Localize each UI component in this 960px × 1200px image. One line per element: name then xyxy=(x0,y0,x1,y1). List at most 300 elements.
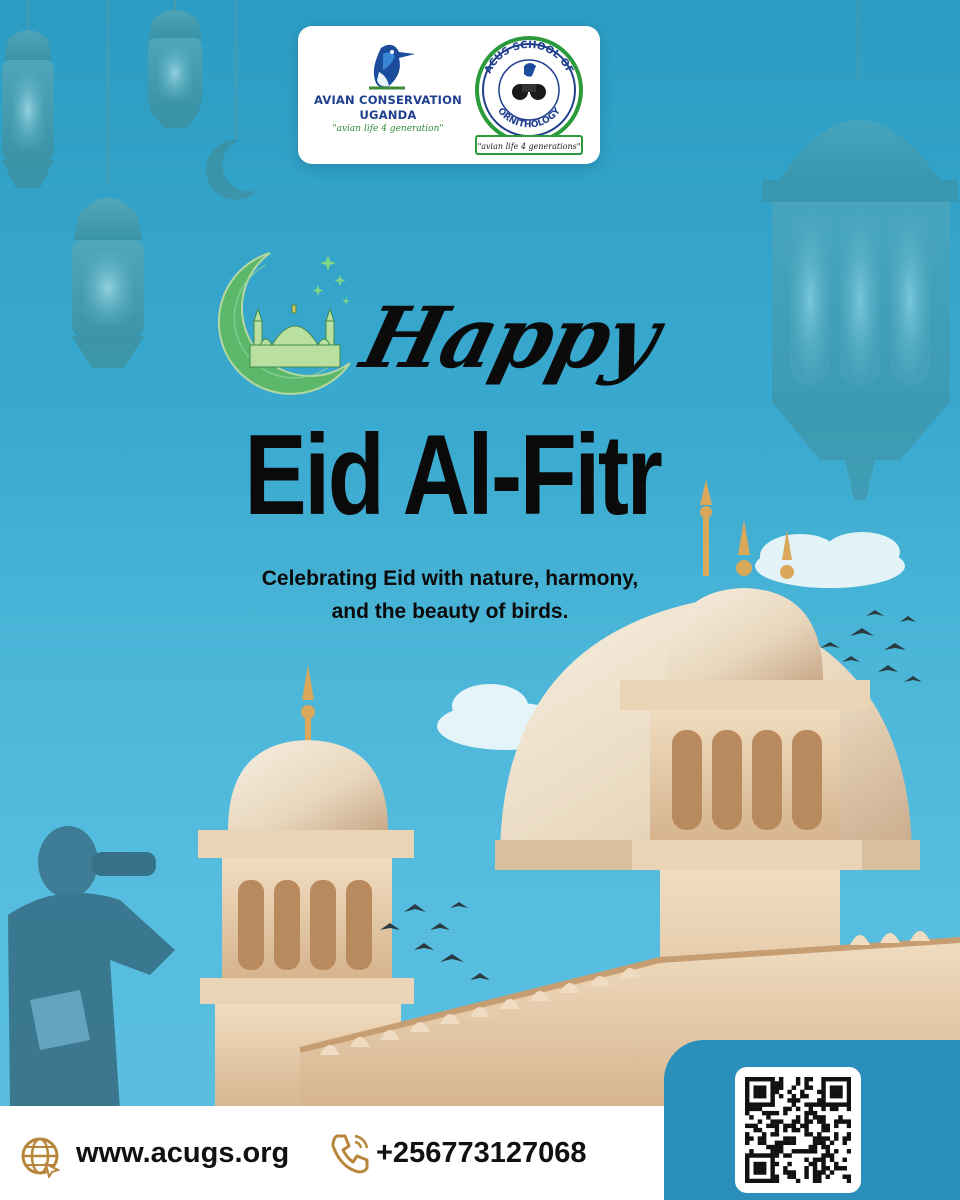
qr-module xyxy=(775,1090,779,1094)
website-link[interactable]: www.acugs.org xyxy=(76,1137,290,1169)
qr-module xyxy=(753,1170,757,1174)
qr-module xyxy=(813,1145,817,1149)
qr-module xyxy=(813,1102,817,1106)
qr-module xyxy=(804,1077,808,1081)
qr-module xyxy=(745,1081,749,1085)
qr-module xyxy=(758,1085,762,1089)
avian-conservation-logo xyxy=(310,40,466,160)
qr-module xyxy=(800,1124,804,1128)
qr-module xyxy=(775,1145,779,1149)
qr-module xyxy=(745,1098,749,1102)
qr-module xyxy=(830,1085,834,1089)
qr-module xyxy=(843,1102,847,1106)
qr-module xyxy=(813,1136,817,1140)
qr-module xyxy=(770,1090,774,1094)
qr-module xyxy=(779,1077,783,1081)
phone-icon xyxy=(327,1130,373,1176)
qr-module xyxy=(821,1098,825,1102)
globe-icon xyxy=(18,1134,62,1178)
qr-module xyxy=(838,1085,842,1089)
qr-module xyxy=(838,1115,842,1119)
lantern-left-2 xyxy=(148,0,202,128)
qr-module xyxy=(749,1153,753,1157)
qr-module xyxy=(745,1170,749,1174)
qr-module xyxy=(796,1128,800,1132)
qr-module xyxy=(847,1132,851,1136)
qr-module xyxy=(745,1132,749,1136)
qr-module xyxy=(830,1170,834,1174)
qr-module xyxy=(753,1162,757,1166)
qr-module xyxy=(745,1102,749,1106)
qr-module xyxy=(753,1153,757,1157)
qr-module xyxy=(813,1170,817,1174)
qr-module xyxy=(749,1102,753,1106)
qr-module xyxy=(770,1094,774,1098)
qr-module xyxy=(796,1107,800,1111)
qr-module xyxy=(796,1081,800,1085)
qr-module xyxy=(847,1124,851,1128)
qr-module xyxy=(804,1085,808,1089)
qr-module xyxy=(783,1128,787,1132)
qr-module xyxy=(779,1094,783,1098)
qr-module xyxy=(753,1128,757,1132)
qr-module xyxy=(775,1111,779,1115)
qr-module xyxy=(792,1136,796,1140)
qr-module xyxy=(821,1115,825,1119)
qr-module xyxy=(792,1119,796,1123)
qr-module xyxy=(766,1111,770,1115)
qr-module xyxy=(847,1094,851,1098)
qr-module xyxy=(809,1145,813,1149)
qr-module xyxy=(817,1119,821,1123)
qr-module xyxy=(770,1166,774,1170)
qr-module xyxy=(847,1149,851,1153)
qr-module xyxy=(834,1085,838,1089)
qr-module xyxy=(783,1107,787,1111)
qr-module xyxy=(783,1124,787,1128)
qr-module xyxy=(809,1149,813,1153)
qr-module xyxy=(787,1107,791,1111)
qr-module xyxy=(817,1090,821,1094)
qr-module xyxy=(783,1153,787,1157)
qr-module xyxy=(745,1136,749,1140)
qr-module xyxy=(834,1149,838,1153)
qr-module xyxy=(762,1179,766,1183)
qr-module xyxy=(770,1077,774,1081)
qr-module xyxy=(834,1090,838,1094)
qr-module xyxy=(766,1153,770,1157)
qr-module xyxy=(749,1149,753,1153)
qr-module xyxy=(813,1141,817,1145)
qr-module xyxy=(787,1153,791,1157)
qr-module xyxy=(834,1102,838,1106)
qr-module xyxy=(775,1119,779,1123)
qr-module xyxy=(779,1119,783,1123)
qr-module xyxy=(843,1119,847,1123)
qr-module xyxy=(745,1090,749,1094)
qr-module xyxy=(821,1145,825,1149)
qr-module xyxy=(770,1098,774,1102)
qr-module xyxy=(834,1166,838,1170)
qr-module xyxy=(821,1107,825,1111)
qr-module xyxy=(762,1085,766,1089)
qr-module xyxy=(775,1128,779,1132)
partner-logos-card xyxy=(298,26,600,164)
qr-module xyxy=(804,1132,808,1136)
qr-module xyxy=(758,1102,762,1106)
qr-module xyxy=(775,1124,779,1128)
qr-module xyxy=(792,1141,796,1145)
qr-module xyxy=(847,1107,851,1111)
qr-module xyxy=(762,1094,766,1098)
qr-module xyxy=(792,1102,796,1106)
small-crescent xyxy=(206,0,258,200)
qr-module xyxy=(758,1077,762,1081)
qr-module xyxy=(821,1102,825,1106)
qr-module xyxy=(753,1124,757,1128)
qr-module xyxy=(753,1085,757,1089)
qr-module xyxy=(830,1153,834,1157)
qr-module xyxy=(847,1175,851,1179)
qr-module xyxy=(749,1107,753,1111)
qr-module xyxy=(775,1149,779,1153)
lantern-left-3 xyxy=(72,0,144,368)
qr-module xyxy=(779,1085,783,1089)
qr-module xyxy=(770,1153,774,1157)
qr-module xyxy=(817,1141,821,1145)
qr-module xyxy=(783,1166,787,1170)
qr-module xyxy=(830,1158,834,1162)
qr-module xyxy=(792,1170,796,1174)
qr-module xyxy=(813,1175,817,1179)
qr-module xyxy=(787,1141,791,1145)
qr-module xyxy=(783,1111,787,1115)
qr-module xyxy=(762,1153,766,1157)
qr-module xyxy=(787,1170,791,1174)
qr-module xyxy=(762,1170,766,1174)
eid-title: Eid Al-Fitr xyxy=(244,412,661,539)
qr-module xyxy=(817,1136,821,1140)
qr-module xyxy=(796,1179,800,1183)
qr-module xyxy=(804,1115,808,1119)
qr-module xyxy=(766,1124,770,1128)
qr-module xyxy=(804,1166,808,1170)
qr-module xyxy=(821,1170,825,1174)
qr-module xyxy=(745,1085,749,1089)
qr-module xyxy=(775,1175,779,1179)
qr-module xyxy=(762,1162,766,1166)
stars-icon xyxy=(313,255,351,305)
qr-module xyxy=(762,1077,766,1081)
qr-module xyxy=(847,1119,851,1123)
qr-module xyxy=(809,1162,813,1166)
qr-module xyxy=(817,1115,821,1119)
qr-module xyxy=(817,1170,821,1174)
qr-module xyxy=(847,1090,851,1094)
qr-module xyxy=(770,1119,774,1123)
qr-module xyxy=(830,1094,834,1098)
qr-module xyxy=(826,1166,830,1170)
qr-module xyxy=(770,1102,774,1106)
qr-module xyxy=(758,1090,762,1094)
qr-module xyxy=(830,1102,834,1106)
subtitle-line-2: and the beauty of birds. xyxy=(331,600,569,623)
qr-module xyxy=(817,1132,821,1136)
qr-module xyxy=(830,1107,834,1111)
qr-module xyxy=(813,1111,817,1115)
qr-module xyxy=(753,1179,757,1183)
birdwatcher-figure xyxy=(8,826,175,1110)
qr-module xyxy=(775,1132,779,1136)
qr-module xyxy=(770,1085,774,1089)
qr-module xyxy=(804,1124,808,1128)
qr-module xyxy=(762,1102,766,1106)
qr-module xyxy=(821,1158,825,1162)
qr-module xyxy=(792,1098,796,1102)
acus-arc-bottom: ORNITHOLOGY xyxy=(495,106,563,131)
acus-school-logo xyxy=(470,32,588,160)
qr-module xyxy=(796,1077,800,1081)
qr-module xyxy=(758,1179,762,1183)
qr-module xyxy=(787,1175,791,1179)
qr-module xyxy=(749,1136,753,1140)
qr-module xyxy=(779,1081,783,1085)
qr-module xyxy=(775,1081,779,1085)
qr-module xyxy=(770,1158,774,1162)
qr-module xyxy=(817,1175,821,1179)
qr-module xyxy=(804,1175,808,1179)
qr-module xyxy=(826,1077,830,1081)
qr-module xyxy=(821,1085,825,1089)
qr-module xyxy=(838,1102,842,1106)
qr-module xyxy=(762,1132,766,1136)
qr-module xyxy=(826,1128,830,1132)
qr-module xyxy=(821,1077,825,1081)
qr-module xyxy=(775,1162,779,1166)
qr-module xyxy=(847,1102,851,1106)
qr-module xyxy=(804,1119,808,1123)
qr-module xyxy=(800,1094,804,1098)
qr-module xyxy=(821,1162,825,1166)
qr-module xyxy=(817,1158,821,1162)
qr-module xyxy=(821,1124,825,1128)
qr-module xyxy=(745,1179,749,1183)
qr-module xyxy=(766,1145,770,1149)
qr-module xyxy=(753,1166,757,1170)
qr-module xyxy=(847,1098,851,1102)
qr-module xyxy=(766,1115,770,1119)
qr-module xyxy=(787,1136,791,1140)
mini-mosque xyxy=(250,305,340,367)
qr-module xyxy=(813,1115,817,1119)
qr-module xyxy=(758,1119,762,1123)
qr-module xyxy=(745,1175,749,1179)
qr-module xyxy=(783,1136,787,1140)
qr-module xyxy=(809,1111,813,1115)
qr-module xyxy=(770,1170,774,1174)
qr-module xyxy=(792,1124,796,1128)
qr-module xyxy=(821,1119,825,1123)
qr-module xyxy=(813,1149,817,1153)
birds-flock-center xyxy=(380,902,490,980)
qr-module xyxy=(834,1077,838,1081)
qr-module xyxy=(762,1090,766,1094)
qr-module xyxy=(821,1153,825,1157)
qr-module xyxy=(847,1136,851,1140)
qr-module xyxy=(813,1179,817,1183)
qr-module xyxy=(809,1132,813,1136)
qr-module xyxy=(770,1149,774,1153)
qr-module xyxy=(745,1111,749,1115)
qr-module xyxy=(838,1094,842,1098)
qr-module xyxy=(804,1094,808,1098)
qr-module xyxy=(753,1090,757,1094)
qr-module xyxy=(749,1077,753,1081)
qr-module xyxy=(758,1128,762,1132)
qr-module xyxy=(745,1153,749,1157)
qr-module xyxy=(762,1141,766,1145)
qr-module xyxy=(804,1081,808,1085)
qr-module xyxy=(770,1081,774,1085)
qr-module xyxy=(775,1085,779,1089)
qr-module xyxy=(749,1124,753,1128)
aco-tagline: "avian life 4 generation" xyxy=(332,124,444,134)
qr-module xyxy=(838,1090,842,1094)
qr-module xyxy=(834,1094,838,1098)
qr-module xyxy=(792,1128,796,1132)
qr-module xyxy=(826,1136,830,1140)
qr-module xyxy=(821,1090,825,1094)
qr-module xyxy=(787,1098,791,1102)
aco-name-line1: AVIAN CONSERVATION xyxy=(314,93,462,107)
qr-module xyxy=(749,1115,753,1119)
qr-module xyxy=(817,1098,821,1102)
qr-module xyxy=(834,1107,838,1111)
qr-code-box[interactable] xyxy=(735,1067,861,1193)
qr-module xyxy=(809,1107,813,1111)
qr-module xyxy=(800,1149,804,1153)
qr-module xyxy=(813,1166,817,1170)
qr-module xyxy=(779,1145,783,1149)
lantern-left-1 xyxy=(2,0,54,188)
qr-module xyxy=(783,1170,787,1174)
aco-name-line2: UGANDA xyxy=(359,108,417,122)
qr-module xyxy=(775,1141,779,1145)
acus-arc-top: ACUS SCHOOL OF xyxy=(482,39,576,76)
qr-module xyxy=(753,1102,757,1106)
qr-module xyxy=(826,1124,830,1128)
crescent-mosque-icon xyxy=(200,245,360,405)
qr-module xyxy=(779,1149,783,1153)
qr-module xyxy=(847,1179,851,1183)
qr-module xyxy=(762,1136,766,1140)
phone-number[interactable]: +256773127068 xyxy=(376,1137,587,1169)
qr-module xyxy=(745,1124,749,1128)
qr-module xyxy=(762,1166,766,1170)
qr-module xyxy=(762,1111,766,1115)
qr-module xyxy=(843,1175,847,1179)
qr-module xyxy=(826,1153,830,1157)
qr-module xyxy=(809,1102,813,1106)
qr-module xyxy=(804,1149,808,1153)
qr-module xyxy=(847,1085,851,1089)
qr-module xyxy=(804,1170,808,1174)
acus-tagline: "avian life 4 generations" xyxy=(477,142,581,151)
qr-module xyxy=(817,1179,821,1183)
happy-heading: Happy xyxy=(352,288,668,387)
qr-module xyxy=(817,1102,821,1106)
qr-module xyxy=(758,1136,762,1140)
kingfisher-icon xyxy=(359,40,417,92)
qr-module xyxy=(821,1081,825,1085)
qr-module xyxy=(766,1102,770,1106)
qr-module xyxy=(838,1119,842,1123)
qr-module xyxy=(821,1141,825,1145)
qr-module xyxy=(775,1153,779,1157)
qr-module xyxy=(826,1175,830,1179)
qr-module xyxy=(813,1158,817,1162)
qr-module xyxy=(826,1102,830,1106)
qr-module xyxy=(758,1153,762,1157)
qr-module xyxy=(821,1136,825,1140)
qr-module xyxy=(804,1158,808,1162)
qr-module xyxy=(758,1107,762,1111)
qr-module xyxy=(753,1094,757,1098)
qr-module xyxy=(758,1170,762,1174)
qr-module xyxy=(770,1175,774,1179)
qr-module xyxy=(796,1149,800,1153)
qr-module xyxy=(770,1124,774,1128)
qr-module xyxy=(787,1162,791,1166)
qr-module xyxy=(745,1094,749,1098)
qr-module xyxy=(830,1090,834,1094)
qr-module xyxy=(834,1124,838,1128)
qr-module xyxy=(779,1141,783,1145)
qr-module xyxy=(843,1136,847,1140)
qr-module xyxy=(843,1141,847,1145)
qr-module xyxy=(770,1179,774,1183)
qr-module xyxy=(753,1107,757,1111)
qr-module xyxy=(821,1094,825,1098)
qr-module xyxy=(758,1141,762,1145)
qr-module xyxy=(758,1162,762,1166)
qr-module xyxy=(847,1077,851,1081)
qr-module xyxy=(838,1166,842,1170)
qr-module xyxy=(796,1115,800,1119)
qr-module xyxy=(834,1136,838,1140)
qr-module xyxy=(745,1162,749,1166)
qr-module xyxy=(766,1077,770,1081)
qr-module xyxy=(745,1166,749,1170)
qr-module xyxy=(834,1162,838,1166)
qr-module xyxy=(834,1119,838,1123)
qr-module xyxy=(813,1162,817,1166)
qr-module xyxy=(821,1128,825,1132)
qr-module xyxy=(796,1098,800,1102)
qr-module xyxy=(787,1090,791,1094)
qr-module xyxy=(787,1124,791,1128)
qr-module xyxy=(792,1149,796,1153)
qr-module xyxy=(800,1090,804,1094)
qr-module xyxy=(804,1111,808,1115)
qr-module xyxy=(770,1162,774,1166)
qr-module xyxy=(821,1166,825,1170)
qr-module xyxy=(843,1158,847,1162)
qr-module xyxy=(843,1166,847,1170)
subtitle xyxy=(150,562,750,628)
qr-module xyxy=(758,1166,762,1170)
qr-module xyxy=(792,1094,796,1098)
